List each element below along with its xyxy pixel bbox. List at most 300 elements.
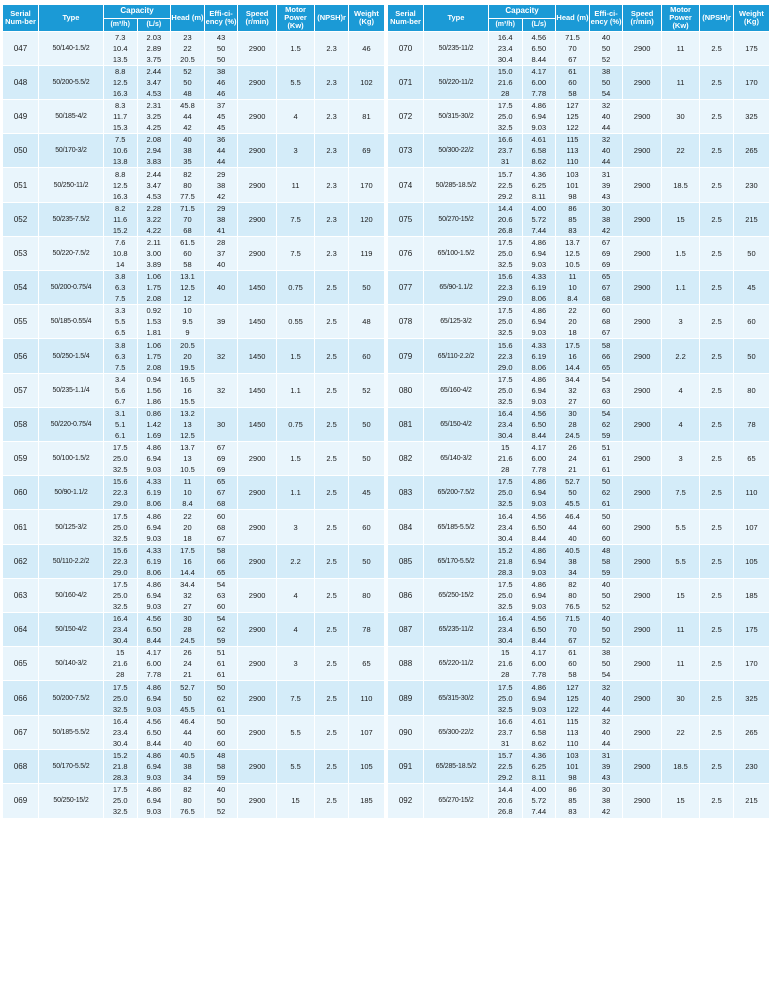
cell-npshr: 2.5 [315, 749, 349, 783]
cell-head [171, 544, 205, 578]
cell-capacity-m3h-value: 30.4 [497, 636, 513, 646]
cell-efficiency [204, 442, 238, 476]
cell-head [171, 510, 205, 544]
cell-capacity-m3h [488, 407, 522, 441]
table-row [3, 100, 385, 134]
cell-weight: 265 [733, 134, 769, 168]
cell-capacity-ls-value: 6.19 [146, 488, 162, 498]
cell-weight: 50 [348, 442, 384, 476]
cell-capacity-ls-value: 0.94 [146, 374, 162, 384]
cell-type: 50/170-5.5/2 [39, 749, 104, 783]
cell-efficiency-value: 61 [601, 499, 611, 509]
cell-capacity-m3h-value: 30.4 [497, 533, 513, 543]
col-header-speed: Speed (r/min) [238, 5, 276, 32]
cell-capacity-ls [522, 373, 556, 407]
cell-serial-number: 080 [388, 373, 424, 407]
cell-capacity-m3h-value: 14 [116, 259, 125, 269]
cell-serial-number: 053 [3, 236, 39, 270]
cell-head-value: 46.4 [180, 716, 195, 726]
cell-efficiency [204, 510, 238, 544]
cell-capacity-m3h-value: 13.5 [112, 54, 128, 64]
cell-capacity-m3h-value: 6.3 [114, 351, 126, 361]
cell-capacity-m3h-value: 21.6 [112, 659, 128, 669]
cell-head [556, 442, 590, 476]
cell-serial-number: 073 [388, 134, 424, 168]
cell-head-value: 40 [183, 738, 192, 748]
cell-capacity-ls [522, 578, 556, 612]
table-row [388, 578, 770, 612]
cell-capacity-ls-value: 2.44 [146, 169, 162, 179]
cell-efficiency [204, 578, 238, 612]
cell-capacity-m3h [488, 647, 522, 681]
cell-serial-number: 062 [3, 544, 39, 578]
cell-efficiency-value: 38 [601, 66, 611, 76]
cell-capacity-ls-value: 4.33 [146, 477, 162, 487]
cell-capacity-ls [137, 442, 171, 476]
cell-capacity-ls-value: 4.61 [531, 135, 547, 145]
cell-capacity-m3h [488, 578, 522, 612]
table-row [388, 476, 770, 510]
cell-head-value: 38 [183, 761, 192, 771]
cell-capacity-m3h-value: 25.0 [497, 112, 513, 122]
cell-capacity-m3h-value: 32.5 [497, 123, 513, 133]
cell-head-value: 28 [568, 419, 577, 429]
cell-capacity-m3h-value: 25.0 [112, 454, 128, 464]
cell-capacity-m3h-value: 32.5 [497, 499, 513, 509]
cell-type: 65/315-30/2 [424, 681, 489, 715]
cell-capacity-m3h-value: 15 [501, 648, 510, 658]
cell-serial-number: 089 [388, 681, 424, 715]
cell-head [556, 134, 590, 168]
cell-npshr: 2.5 [700, 305, 734, 339]
cell-efficiency-value: 44 [216, 146, 226, 156]
cell-motor-power: 30 [661, 100, 699, 134]
cell-capacity-ls-value: 2.03 [146, 32, 162, 42]
cell-motor-power: 22 [661, 715, 699, 749]
cell-capacity-ls-value: 4.86 [531, 237, 547, 247]
cell-efficiency-value: 45 [216, 123, 226, 133]
cell-capacity-m3h [488, 31, 522, 65]
cell-capacity-m3h-value: 15.7 [497, 750, 513, 760]
cell-speed: 2900 [623, 613, 661, 647]
cell-capacity-m3h-value: 3.3 [114, 306, 126, 316]
cell-head-value: 15.5 [180, 396, 195, 406]
cell-capacity-ls-value: 4.86 [531, 682, 547, 692]
cell-efficiency-value: 38 [601, 796, 611, 806]
cell-capacity-m3h-value: 25.0 [112, 590, 128, 600]
cell-capacity-m3h [103, 715, 137, 749]
cell-efficiency-value: 60 [601, 306, 611, 316]
cell-head [171, 647, 205, 681]
cell-capacity-ls-value: 9.03 [531, 704, 547, 714]
cell-weight: 102 [348, 65, 384, 99]
cell-efficiency-value: 30 [216, 419, 226, 429]
cell-weight: 215 [733, 202, 769, 236]
cell-capacity-ls-value: 1.42 [146, 419, 162, 429]
cell-capacity-ls-value: 4.86 [531, 545, 547, 555]
cell-head [171, 373, 205, 407]
table-row [3, 202, 385, 236]
cell-capacity-ls [522, 339, 556, 373]
cell-speed: 2900 [238, 236, 276, 270]
cell-capacity-ls-value: 3.22 [146, 214, 162, 224]
cell-speed: 2900 [238, 442, 276, 476]
cell-efficiency-value: 61 [216, 704, 226, 714]
cell-efficiency-value: 42 [216, 191, 226, 201]
cell-speed: 1450 [238, 271, 276, 305]
cell-head-value: 71.5 [565, 614, 580, 624]
cell-head-value: 61.5 [180, 237, 195, 247]
cell-weight: 65 [733, 442, 769, 476]
cell-efficiency [589, 305, 623, 339]
cell-head-value: 10 [183, 306, 192, 316]
cell-capacity-m3h-value: 32.5 [112, 704, 128, 714]
cell-efficiency-value: 69 [601, 259, 611, 269]
cell-head [556, 168, 590, 202]
cell-speed: 2900 [623, 31, 661, 65]
table-row [388, 100, 770, 134]
cell-capacity-ls-value: 7.78 [531, 465, 547, 475]
cell-capacity-m3h-value: 6.5 [114, 328, 126, 338]
cell-capacity-m3h-value: 16.3 [112, 88, 128, 98]
cell-npshr: 2.3 [315, 100, 349, 134]
cell-capacity-ls-value: 8.06 [146, 499, 162, 509]
cell-efficiency-value: 40 [216, 785, 226, 795]
cell-speed: 2900 [623, 647, 661, 681]
table-row [3, 373, 385, 407]
cell-head-value: 8.4 [182, 499, 193, 509]
cell-efficiency-value: 59 [601, 430, 611, 440]
cell-type: 50/100-1.5/2 [39, 442, 104, 476]
cell-weight: 46 [348, 31, 384, 65]
cell-motor-power: 22 [661, 134, 699, 168]
cell-serial-number: 052 [3, 202, 39, 236]
cell-capacity-m3h [103, 613, 137, 647]
cell-capacity-ls-value: 2.28 [146, 203, 162, 213]
cell-type: 50/160-4/2 [39, 578, 104, 612]
cell-efficiency [204, 202, 238, 236]
cell-motor-power: 4 [276, 100, 314, 134]
cell-capacity-ls [522, 271, 556, 305]
cell-capacity-m3h-value: 17.5 [497, 237, 513, 247]
cell-capacity-ls [137, 100, 171, 134]
table-row [3, 715, 385, 749]
cell-capacity-m3h-value: 25.0 [497, 590, 513, 600]
cell-type: 65/125-3/2 [424, 305, 489, 339]
cell-capacity-ls-value: 4.86 [531, 101, 547, 111]
cell-capacity-m3h [488, 681, 522, 715]
table-row [388, 715, 770, 749]
cell-capacity-ls-value: 4.33 [531, 340, 547, 350]
cell-capacity-m3h-value: 14.4 [497, 785, 513, 795]
cell-capacity-ls [522, 544, 556, 578]
cell-head-value: 11 [183, 477, 192, 487]
cell-head [556, 510, 590, 544]
cell-type: 50/220-11/2 [424, 65, 489, 99]
cell-efficiency-value: 39 [601, 761, 611, 771]
cell-capacity-ls-value: 6.94 [146, 522, 162, 532]
cell-serial-number: 081 [388, 407, 424, 441]
cell-serial-number: 051 [3, 168, 39, 202]
table-row [388, 613, 770, 647]
cell-motor-power: 2.2 [276, 544, 314, 578]
cell-speed: 2900 [238, 749, 276, 783]
cell-capacity-m3h-value: 29.2 [497, 772, 513, 782]
cell-capacity-m3h [488, 476, 522, 510]
cell-efficiency-value: 48 [216, 750, 226, 760]
cell-capacity-m3h [488, 373, 522, 407]
cell-capacity-ls [522, 305, 556, 339]
cell-speed: 2900 [238, 784, 276, 818]
cell-serial-number: 075 [388, 202, 424, 236]
cell-weight: 60 [348, 510, 384, 544]
cell-capacity-m3h-value: 28.3 [112, 772, 128, 782]
cell-capacity-m3h [488, 100, 522, 134]
cell-head-value: 86 [568, 785, 577, 795]
cell-capacity-m3h-value: 23.7 [497, 146, 513, 156]
cell-serial-number: 079 [388, 339, 424, 373]
cell-capacity-m3h-value: 23.4 [497, 43, 513, 53]
table-row [3, 271, 385, 305]
cell-head-value: 22 [183, 43, 192, 53]
cell-weight: 185 [348, 784, 384, 818]
col-header-serial: Serial Num-ber [3, 5, 39, 32]
cell-motor-power: 7.5 [661, 476, 699, 510]
cell-efficiency-value: 54 [601, 670, 611, 680]
cell-capacity-ls-value: 4.56 [146, 614, 162, 624]
cell-head [556, 31, 590, 65]
cell-capacity-m3h-value: 28.3 [497, 567, 513, 577]
cell-motor-power: 3 [276, 134, 314, 168]
cell-capacity-ls-value: 9.03 [146, 807, 162, 817]
cell-efficiency [204, 31, 238, 65]
cell-capacity-ls-value: 8.11 [531, 191, 546, 201]
cell-speed: 2900 [238, 715, 276, 749]
cell-capacity-m3h-value: 15.6 [497, 272, 513, 282]
cell-npshr: 2.5 [700, 236, 734, 270]
cell-serial-number: 061 [3, 510, 39, 544]
cell-capacity-ls-value: 2.11 [146, 237, 161, 247]
cell-efficiency-value: 68 [216, 522, 226, 532]
cell-npshr: 2.3 [315, 134, 349, 168]
cell-capacity-m3h [488, 613, 522, 647]
cell-capacity-ls-value: 6.50 [531, 419, 547, 429]
cell-capacity-ls [522, 442, 556, 476]
cell-head [556, 373, 590, 407]
cell-capacity-ls [137, 544, 171, 578]
cell-head-value: 76.5 [565, 601, 580, 611]
col-header-type: Type [424, 5, 489, 32]
cell-serial-number: 056 [3, 339, 39, 373]
cell-efficiency [589, 100, 623, 134]
cell-capacity-ls [137, 578, 171, 612]
cell-head [556, 681, 590, 715]
cell-head-value: 113 [566, 727, 579, 737]
cell-capacity-m3h-value: 16.4 [112, 716, 128, 726]
cell-head-value: 68 [183, 225, 192, 235]
cell-capacity-m3h-value: 17.5 [497, 579, 513, 589]
cell-capacity-m3h-value: 32.5 [112, 601, 128, 611]
cell-npshr: 2.5 [700, 715, 734, 749]
table-row [3, 236, 385, 270]
cell-capacity-ls-value: 3.47 [146, 77, 162, 87]
cell-capacity-m3h-value: 31 [501, 738, 510, 748]
cell-capacity-ls-value: 4.36 [531, 750, 547, 760]
table-row [3, 510, 385, 544]
cell-capacity-ls [137, 510, 171, 544]
cell-head-value: 61 [568, 66, 577, 76]
cell-head-value: 60 [568, 77, 577, 87]
cell-head-value: 98 [568, 191, 577, 201]
cell-head-value: 34.4 [180, 579, 195, 589]
cell-head-value: 13.1 [180, 272, 195, 282]
cell-speed: 2900 [623, 134, 661, 168]
cell-speed: 2900 [623, 578, 661, 612]
cell-npshr: 2.5 [700, 271, 734, 305]
cell-efficiency [589, 442, 623, 476]
cell-npshr: 2.5 [700, 407, 734, 441]
cell-head-value: 61 [568, 648, 577, 658]
cell-type: 50/200-5.5/2 [39, 65, 104, 99]
cell-efficiency-value: 40 [601, 32, 611, 42]
cell-capacity-m3h-value: 3.1 [114, 408, 126, 418]
cell-capacity-m3h-value: 15.2 [497, 545, 513, 555]
cell-efficiency [589, 31, 623, 65]
cell-head [556, 339, 590, 373]
cell-head-value: 28 [183, 625, 192, 635]
cell-capacity-m3h-value: 20.6 [497, 796, 513, 806]
cell-capacity-m3h [103, 442, 137, 476]
cell-head-value: 17.5 [565, 340, 580, 350]
cell-serial-number: 085 [388, 544, 424, 578]
cell-motor-power: 3 [276, 647, 314, 681]
cell-capacity-m3h-value: 22.3 [497, 351, 513, 361]
cell-capacity-ls-value: 1.06 [146, 340, 162, 350]
cell-head [171, 100, 205, 134]
cell-capacity-m3h-value: 23.4 [497, 419, 513, 429]
cell-efficiency-value [205, 396, 238, 407]
cell-capacity-ls-value: 8.06 [146, 567, 162, 577]
cell-capacity-ls-value: 0.86 [146, 408, 162, 418]
table-body-left [3, 31, 385, 818]
cell-capacity-ls-value: 1.86 [146, 396, 162, 406]
cell-efficiency-value: 38 [216, 66, 226, 76]
cell-weight: 50 [348, 544, 384, 578]
cell-head-value: 38 [568, 556, 577, 566]
cell-head [556, 476, 590, 510]
cell-npshr: 2.5 [315, 476, 349, 510]
cell-capacity-ls-value: 1.75 [146, 351, 162, 361]
cell-efficiency [204, 715, 238, 749]
cell-serial-number: 057 [3, 373, 39, 407]
cell-efficiency-value: 38 [216, 214, 226, 224]
cell-efficiency-value: 50 [601, 77, 611, 87]
cell-capacity-m3h-value: 3.8 [114, 272, 126, 282]
cell-capacity-ls-value: 6.58 [531, 146, 547, 156]
cell-serial-number: 059 [3, 442, 39, 476]
cell-weight: 65 [348, 647, 384, 681]
cell-capacity-m3h-value: 32.5 [497, 328, 513, 338]
cell-capacity-ls-value: 8.44 [531, 54, 547, 64]
cell-capacity-m3h-value: 16.4 [112, 614, 128, 624]
cell-speed: 2900 [623, 168, 661, 202]
cell-efficiency-value: 61 [601, 465, 611, 475]
cell-capacity-ls-value: 2.08 [146, 135, 162, 145]
cell-motor-power: 0.75 [276, 407, 314, 441]
cell-efficiency-value: 46 [216, 88, 226, 98]
cell-head-value: 32 [568, 385, 577, 395]
cell-capacity-m3h-value: 5.5 [114, 317, 126, 327]
cell-npshr: 2.5 [700, 442, 734, 476]
cell-head [171, 271, 205, 305]
table-row [388, 544, 770, 578]
cell-speed: 2900 [238, 202, 276, 236]
cell-serial-number: 067 [3, 715, 39, 749]
cell-capacity-m3h-value: 26.8 [497, 225, 513, 235]
cell-type: 50/250-11/2 [39, 168, 104, 202]
cell-capacity-m3h-value: 32.5 [497, 396, 513, 406]
col-header-capacity-ls: (L/s) [522, 18, 556, 31]
cell-speed: 1450 [238, 305, 276, 339]
cell-capacity-m3h [103, 578, 137, 612]
cell-efficiency-value: 31 [601, 169, 611, 179]
cell-efficiency-value: 62 [216, 693, 226, 703]
cell-capacity-ls-value: 6.00 [146, 659, 162, 669]
col-header-head: Head (m) [556, 5, 590, 32]
cell-capacity-m3h [488, 339, 522, 373]
cell-npshr: 2.5 [700, 65, 734, 99]
cell-capacity-ls-value: 4.86 [531, 579, 547, 589]
cell-capacity-m3h-value: 15 [501, 443, 510, 453]
cell-capacity-ls [522, 65, 556, 99]
cell-capacity-ls-value: 4.86 [531, 374, 547, 384]
cell-capacity-m3h-value: 15.3 [112, 123, 128, 133]
cell-weight: 230 [733, 749, 769, 783]
cell-capacity-ls-value: 4.25 [146, 123, 162, 133]
cell-capacity-m3h [103, 271, 137, 305]
cell-head-value: 115 [566, 135, 579, 145]
cell-capacity-m3h-value: 17.5 [112, 785, 128, 795]
cell-efficiency [589, 168, 623, 202]
cell-capacity-ls-value: 1.75 [146, 283, 162, 293]
cell-capacity-ls-value: 8.62 [531, 738, 547, 748]
cell-efficiency [589, 339, 623, 373]
cell-capacity-ls [137, 784, 171, 818]
cell-capacity-ls [137, 134, 171, 168]
cell-serial-number: 065 [3, 647, 39, 681]
cell-npshr: 2.5 [700, 31, 734, 65]
cell-head-value: 40.5 [180, 750, 195, 760]
cell-head-value: 50 [183, 77, 192, 87]
cell-type: 50/270-15/2 [424, 202, 489, 236]
cell-type: 65/110-2.2/2 [424, 339, 489, 373]
cell-efficiency-value: 58 [216, 545, 226, 555]
cell-capacity-m3h [488, 168, 522, 202]
table-row [388, 168, 770, 202]
cell-head [556, 100, 590, 134]
table-body-right [388, 31, 770, 818]
cell-capacity-ls-value: 8.44 [531, 636, 547, 646]
cell-capacity-m3h-value: 3.4 [114, 374, 126, 384]
cell-capacity-m3h-value: 22.3 [497, 283, 513, 293]
cell-capacity-ls-value: 2.44 [146, 66, 162, 76]
cell-head-value: 101 [566, 761, 579, 771]
cell-weight: 120 [348, 202, 384, 236]
cell-type: 65/235-11/2 [424, 613, 489, 647]
table-row [3, 31, 385, 65]
cell-capacity-ls-value: 3.89 [146, 259, 162, 269]
cell-efficiency [204, 236, 238, 270]
